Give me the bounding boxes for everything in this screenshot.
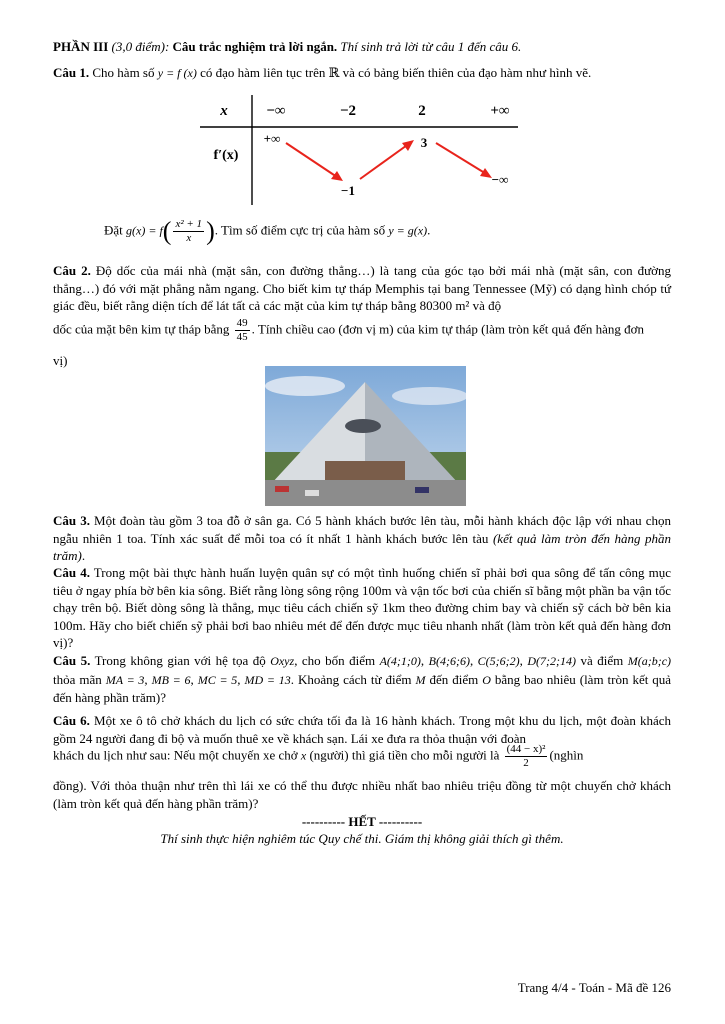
- arrow-head-1: [331, 171, 343, 181]
- arrow-head-2: [402, 140, 414, 151]
- part-label: PHẦN III: [53, 39, 109, 54]
- part-points: (3,0 điểm):: [111, 39, 170, 54]
- g-function-def: g(x) = f: [126, 223, 163, 238]
- part-instruction: Thí sinh trả lời từ câu 1 đến câu 6.: [340, 39, 522, 54]
- table-fprime-label: f′(x): [213, 148, 239, 163]
- arrow-decrease-2: [436, 143, 488, 175]
- function-g: y = g(x): [388, 223, 428, 238]
- question-4-label: Câu 4.: [53, 565, 90, 580]
- arrow-decrease-1: [286, 143, 340, 179]
- question-1-label: Câu 1.: [53, 65, 90, 80]
- question-2: Câu 2. Độ dốc của mái nhà (mặt sân, con đường thẳng…) là tang của góc tạo bởi mái nhà (mặt sân, con đường thẳng…) đó với mặt phẳng nằm ngang. Cho biết kim tự tháp Memphis tại bang Tennessee (Mỹ) có dạng hình chóp tứ giác đều, biết rằng diện tích để lát tất cả các mặt của kim tự tháp bằng 80300 m² và độ: [53, 263, 671, 313]
- x-value-pos-inf: +∞: [490, 103, 510, 119]
- question-4: Câu 4. Trong một bài thực hành huấn luyện quân sự có một tình huống chiến sĩ phải bơi qua sông để tấn công mục tiêu ở ngay phía bờ bên kia sông. Biết rằng lòng sông rộng 100m và vận tốc bơi của chiến sĩ bằng một phần ba vận tốc chạy trên bộ. Biết dòng sông là thẳng, mục tiêu cách chiến sỹ 1km theo đường chim bay và chiến sỹ cách bờ bên kia 100m. Hãy cho biết chiến sỹ phải bơi bao nhiêu mét để đến được mục tiêu nhanh nhất (làm tròn kết quả đến hàng đơn vị)?: [53, 565, 672, 650]
- fraction-price: $\frac{\text{(44 − x)²}}{2}$: [506, 743, 546, 769]
- f-value-end: −∞: [491, 172, 509, 187]
- point-C: C(5;6;2): [477, 654, 520, 668]
- question-6-line3: khách du lịch như sau: Nếu một chuyến xe chở x (người) thì giá tiền cho mỗi người là $\frac{\text{(44 − x)²}}{2}$ (nghìn: [53, 743, 584, 769]
- x-value-neg2: −2: [339, 103, 357, 119]
- question-2-label: Câu 2.: [53, 263, 91, 278]
- point-B: B(4;6;6): [428, 654, 470, 668]
- g-definition: Đặt g(x) = f( $\frac{\text{x² + 1}}{x}$ ). Tìm số điểm cực trị của hàm số y = g(x).: [104, 216, 431, 246]
- question-5: Câu 5. Trong không gian với hệ tọa độ Oxyz, cho bốn điểm A(4;1;0), B(4;6;6), C(5;6;2), D(7;2;14) và điểm M(a;b;c) thỏa mãn MA = 3, MB = 6, MC = 5, MD = 13. Khoảng cách từ điểm M đến điểm O bằng bao nhiêu (làm tròn kết quả đến hàng phần trăm)?: [53, 653, 672, 705]
- page-footer: Trang 4/4 - Toán - Mã đề 126: [517, 980, 671, 995]
- question-6: Câu 6. Một xe ô tô chở khách du lịch có sức chứa tối đa là 16 hành khách. Trong một khu du lịch, một đoàn khách gồm 24 người đang đi bộ và muốn thuê xe về khách sạn. Lái xe đưa ra thỏa thuận với đoàn: [53, 713, 672, 746]
- x-value-neg-inf: −∞: [266, 103, 286, 119]
- question-2-line3: vị): [53, 353, 68, 368]
- exam-note: Thí sinh thực hiện nghiêm túc Quy chế thi. Giám thị không giải thích gì thêm.: [160, 831, 564, 846]
- question-2-line2: dốc của mặt bên kim tự tháp bằng $\frac{49}{45}$ . Tính chiều cao (đơn vị m) của kim tự tháp (làm tròn kết quả đến hàng đơn: [53, 317, 645, 343]
- pyramid-photo: [265, 366, 466, 506]
- f-value-start: +∞: [263, 131, 281, 146]
- question-3: Câu 3. Một đoàn tàu gồm 3 toa đỗ ở sân ga. Có 5 hành khách bước lên tàu, mỗi hành khách độc lập với nhau chọn ngẫu nhiên 1 toa. Tính xác suất để mỗi toa có ít nhất 1 hành khách bước lên tàu (kết quả làm tròn đến hàng phần trăm).: [53, 513, 672, 563]
- arrow-head-3: [480, 168, 492, 178]
- fraction-x2-plus-1-over-x: $\frac{\text{x² + 1}}{x}$: [175, 218, 203, 244]
- variation-table: [200, 95, 530, 210]
- part-header: [53, 38, 671, 56]
- end-mark: ---------- HẾT ----------: [301, 814, 423, 829]
- question-1-intro: Câu 1. Cho hàm số y = f (x) có đạo hàm liên tục trên ℝ và có bảng biến thiên của đạo hàm như hình vẽ.: [53, 65, 592, 80]
- real-set-symbol: ℝ: [328, 65, 340, 80]
- x-value-2: 2: [418, 103, 426, 119]
- f-value-max: 3: [420, 135, 428, 150]
- point-D: D(7;2;14): [527, 654, 577, 668]
- table-x-label: x: [220, 103, 228, 119]
- point-A: A(4;1;0): [379, 654, 421, 668]
- question-3-label: Câu 3.: [53, 513, 90, 528]
- fraction-49-over-45: $\frac{49}{45}$: [236, 317, 248, 343]
- point-M: M(a;b;c): [627, 654, 672, 668]
- arrow-increase: [360, 143, 410, 179]
- f-value-min: −1: [341, 183, 355, 198]
- question-6-end: đồng). Với thỏa thuận như trên thì lái xe có thể thu được nhiều nhất bao nhiêu triệu đồng từ một chuyến chở khách (làm tròn kết quả đến hàng phần trăm)?: [53, 778, 671, 811]
- question-5-label: Câu 5.: [53, 653, 91, 668]
- question-6-label: Câu 6.: [53, 713, 90, 728]
- function-f: y = f (x): [157, 66, 197, 80]
- part-title: Câu trắc nghiệm trả lời ngắn.: [172, 39, 338, 54]
